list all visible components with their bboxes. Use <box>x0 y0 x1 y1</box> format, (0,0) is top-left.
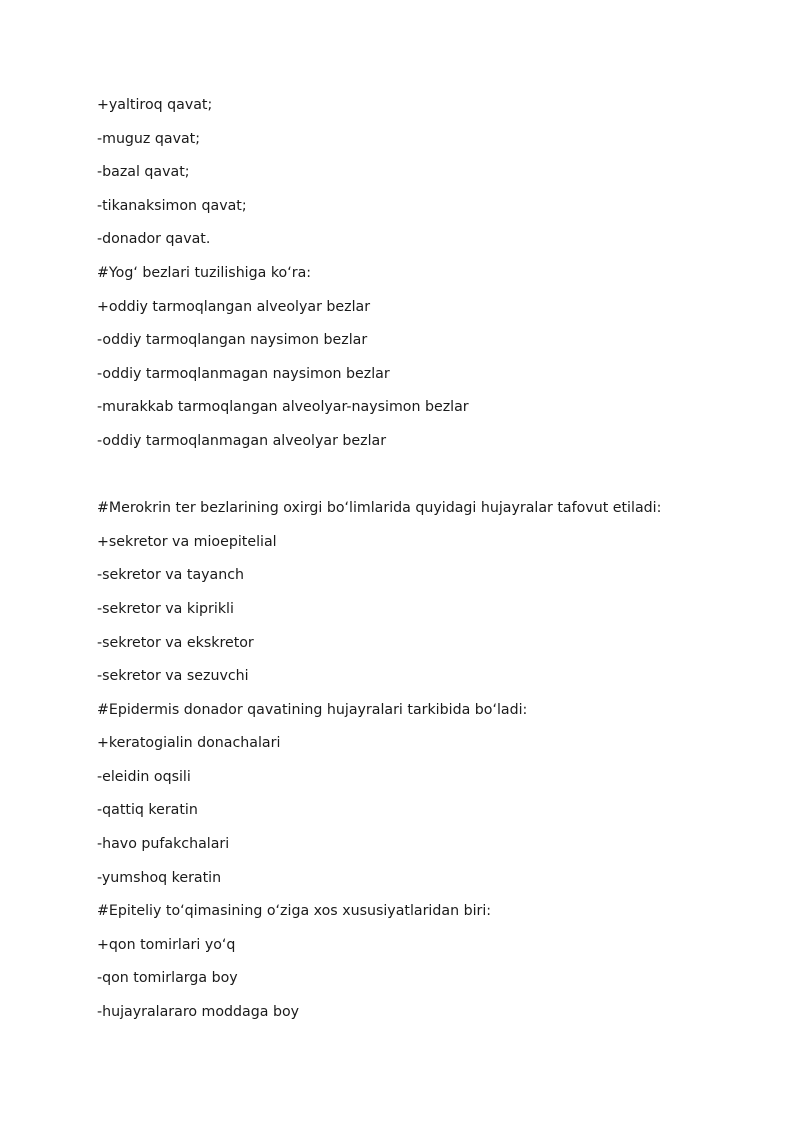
question-line: #Epidermis donador qavatining hujayralari tarkibida bo‘ladi: <box>97 701 528 718</box>
question-line: #Yog‘ bezlari tuzilishiga ko‘ra: <box>97 264 312 281</box>
answer-line: +oddiy tarmoqlangan alveolyar bezlar <box>97 298 371 315</box>
answer-line: -sekretor va ekskretor <box>97 634 254 651</box>
question-line: #Merokrin ter bezlarining oxirgi bo‘limlarida quyidagi hujayralar tafovut etiladi: <box>97 500 662 517</box>
answer-line: -donador qavat. <box>97 231 211 248</box>
answer-line: -sekretor va kiprikli <box>97 600 234 617</box>
answer-line: -tikanaksimon qavat; <box>97 197 247 214</box>
answer-line: -oddiy tarmoqlanmagan naysimon bezlar <box>97 365 390 382</box>
answer-line: +yaltiroq qavat; <box>97 97 213 113</box>
answer-line: -havo pufakchalari <box>97 836 230 853</box>
answer-line: -hujayralararo moddaga boy <box>97 1004 300 1021</box>
answer-line: -sekretor va tayanch <box>97 567 245 584</box>
question-line: #Epiteliy to‘qimasining o‘ziga xos xususiyatlaridan biri: <box>97 903 492 920</box>
answer-line: -eleidin oqsili <box>97 768 191 785</box>
answer-line: -sekretor va sezuvchi <box>97 668 249 685</box>
answer-line: +sekretor va mioepitelial <box>97 533 277 550</box>
answer-line: -bazal qavat; <box>97 164 190 181</box>
answer-line: -yumshoq keratin <box>97 869 222 886</box>
question-list <box>97 93 737 1034</box>
answer-line: -oddiy tarmoqlangan naysimon bezlar <box>97 332 368 349</box>
answer-line: +qon tomirlari yo‘q <box>97 936 236 953</box>
answer-line: -muguz qavat; <box>97 130 201 147</box>
answer-line: -murakkab tarmoqlangan alveolyar-naysimon bezlar <box>97 399 469 416</box>
answer-line: -qon tomirlarga boy <box>97 970 238 987</box>
answer-line: -qattiq keratin <box>97 802 198 819</box>
answer-line: +keratogialin donachalari <box>97 735 281 752</box>
answer-line: -oddiy tarmoqlanmagan alveolyar bezlar <box>97 432 387 449</box>
blank-line <box>97 463 737 497</box>
